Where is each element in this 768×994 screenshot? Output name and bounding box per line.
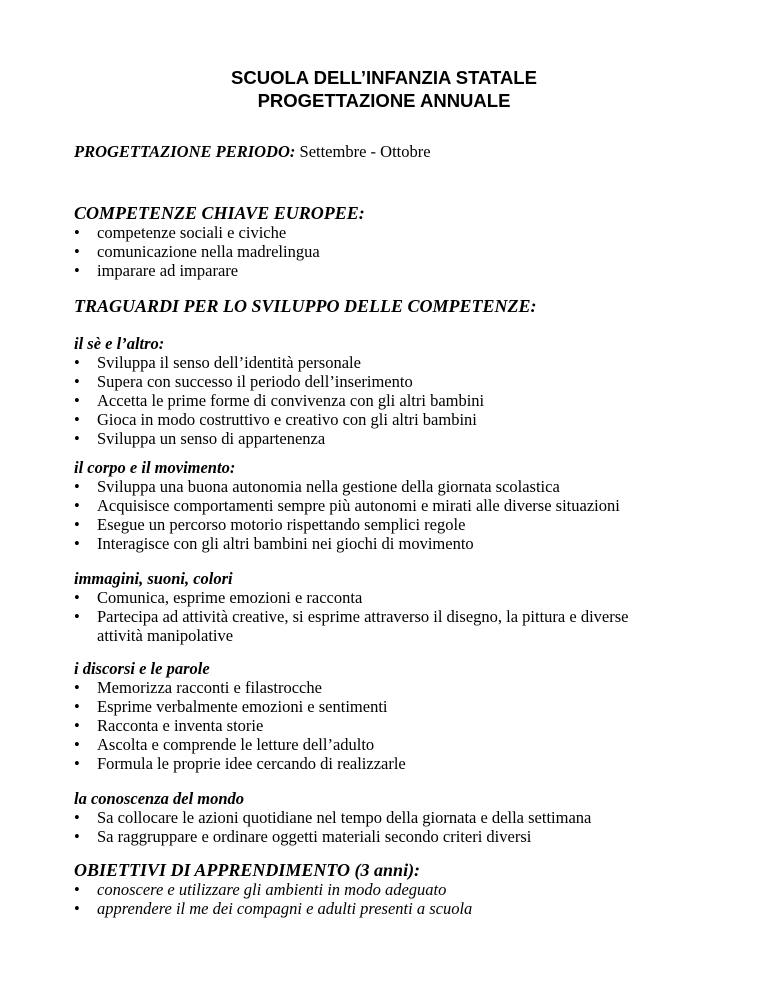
list-item: Sviluppa un senso di appartenenza	[97, 429, 326, 448]
period-value: Settembre - Ottobre	[295, 142, 431, 161]
obiettivi-item: conoscere e utilizzare gli ambienti in modo adeguato	[97, 880, 447, 899]
bullet: •	[74, 716, 80, 735]
section-title-conoscenza: la conoscenza del mondo	[74, 789, 245, 808]
bullet: •	[74, 827, 80, 846]
bullet: •	[74, 391, 80, 410]
list-item: Sviluppa una buona autonomia nella gestione della giornata scolastica	[97, 477, 560, 496]
bullet: •	[74, 410, 80, 429]
competenze-item: imparare ad imparare	[97, 261, 239, 280]
period-line	[74, 142, 431, 161]
bullet: •	[74, 697, 80, 716]
bullet: •	[74, 880, 80, 899]
bullet: •	[74, 353, 80, 372]
bullet: •	[74, 515, 80, 534]
list-item: Sviluppa il senso dell’identità personale	[97, 353, 361, 372]
obiettivi-item: apprendere il me dei compagni e adulti presenti a scuola	[97, 899, 473, 918]
list-item: Acquisisce comportamenti sempre più autonomi e mirati alle diverse situazioni	[97, 496, 620, 515]
section-title-immagini: immagini, suoni, colori	[74, 569, 233, 588]
list-item: Accetta le prime forme di convivenza con gli altri bambini	[97, 391, 485, 410]
list-item: Racconta e inventa storie	[97, 716, 264, 735]
bullet: •	[74, 372, 80, 391]
competenze-item: comunicazione nella madrelingua	[97, 242, 320, 261]
bullet: •	[74, 899, 80, 918]
bullet: •	[74, 496, 80, 515]
list-item-continuation: attività manipolative	[97, 626, 234, 645]
competenze-item: competenze sociali e civiche	[97, 223, 287, 242]
bullet: •	[74, 429, 80, 448]
list-item: Supera con successo il periodo dell’inserimento	[97, 372, 413, 391]
obiettivi-heading: OBIETTIVI DI APPRENDIMENTO (3 anni):	[74, 860, 421, 880]
document-title: PROGETTAZIONE ANNUALE	[257, 90, 511, 111]
bullet: •	[74, 754, 80, 773]
bullet: •	[74, 588, 80, 607]
list-item: Interagisce con gli altri bambini nei giochi di movimento	[97, 534, 474, 553]
competenze-heading: COMPETENZE CHIAVE EUROPEE:	[74, 203, 365, 223]
list-item: Sa raggruppare e ordinare oggetti materiali secondo criteri diversi	[97, 827, 532, 846]
list-item: Formula le proprie idee cercando di realizzarle	[97, 754, 406, 773]
bullet: •	[74, 477, 80, 496]
bullet: •	[74, 735, 80, 754]
list-item: Partecipa ad attività creative, si esprime attraverso il disegno, la pittura e diverse	[97, 607, 629, 626]
list-item: Gioca in modo costruttivo e creativo con gli altri bambini	[97, 410, 477, 429]
section-title-corpo-movimento: il corpo e il movimento:	[74, 458, 236, 477]
bullet: •	[74, 808, 80, 827]
bullet: •	[74, 607, 80, 626]
list-item: Esprime verbalmente emozioni e sentimenti	[97, 697, 388, 716]
list-item: Sa collocare le azioni quotidiane nel tempo della giornata e della settimana	[97, 808, 592, 827]
bullet: •	[74, 242, 80, 261]
period-label: PROGETTAZIONE PERIODO:	[74, 142, 296, 161]
bullet: •	[74, 261, 80, 280]
section-title-discorsi: i discorsi e le parole	[74, 659, 210, 678]
bullet: •	[74, 534, 80, 553]
bullet: •	[74, 223, 80, 242]
school-title: SCUOLA DELL’INFANZIA STATALE	[231, 67, 537, 88]
list-item: Comunica, esprime emozioni e racconta	[97, 588, 363, 607]
list-item: Memorizza racconti e filastrocche	[97, 678, 322, 697]
list-item: Esegue un percorso motorio rispettando semplici regole	[97, 515, 466, 534]
traguardi-heading: TRAGUARDI PER LO SVILUPPO DELLE COMPETENZE:	[74, 296, 537, 316]
bullet: •	[74, 678, 80, 697]
section-title-se-altro: il sè e l’altro:	[74, 334, 165, 353]
list-item: Ascolta e comprende le letture dell’adulto	[97, 735, 375, 754]
